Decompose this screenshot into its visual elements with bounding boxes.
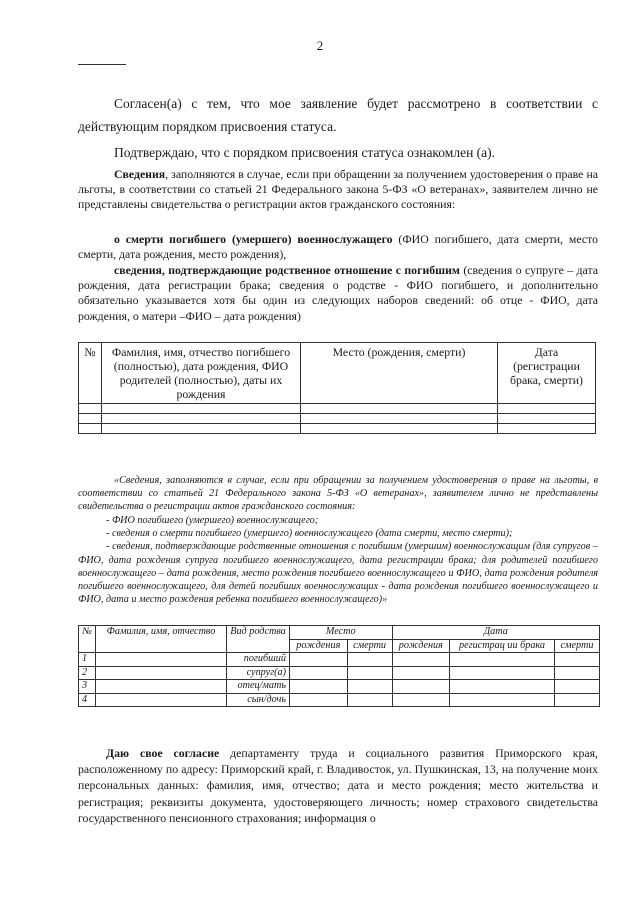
t2-cell[interactable]	[450, 680, 555, 694]
t2-name-cell[interactable]	[96, 666, 227, 680]
t1-cell[interactable]	[79, 414, 102, 424]
relation-info-paragraph	[78, 263, 598, 324]
table-row	[79, 693, 600, 707]
t1-cell[interactable]	[301, 424, 498, 434]
t2-header-name: Фамилия, имя, отчество	[96, 626, 227, 653]
t2-header-birth-place: рождения	[290, 639, 348, 653]
t2-cell[interactable]	[554, 693, 599, 707]
t2-cell[interactable]	[554, 653, 599, 667]
t2-cell[interactable]	[554, 666, 599, 680]
t2-cell[interactable]	[450, 666, 555, 680]
t1-cell[interactable]	[102, 424, 301, 434]
info-lead-bold: Сведения	[114, 167, 166, 181]
t2-cell[interactable]	[290, 653, 348, 667]
note-item: - сведения о смерти погибшего (умершего) военнослужащего (дата смерти, место смерти);	[106, 528, 513, 540]
t2-header-place: Место	[290, 626, 393, 640]
t2-cell[interactable]	[392, 666, 450, 680]
t2-row-num: 2	[79, 666, 96, 680]
page-number: 2	[316, 38, 324, 53]
t2-cell[interactable]	[450, 653, 555, 667]
t2-header-birth-date: рождения	[392, 639, 450, 653]
t1-cell[interactable]	[301, 404, 498, 414]
t2-kind-cell: сын/дочь	[227, 693, 290, 707]
confirmation-paragraph: Подтверждаю, что с порядком присвоения статуса ознакомлен (а).	[114, 145, 496, 160]
t2-row-num: 1	[79, 653, 96, 667]
t1-header-date: Дата (регистрации брака, смерти)	[498, 343, 596, 404]
t2-header-num: №	[79, 626, 96, 653]
consent-text: департаменту труда и социального развития Приморского края, расположенному по адресу: Приморский край, г. Владивосток, ул. Пушкинская, 13, на получение моих персональных данных: фамилия, имя, отчество; дата и место рождения; место жительства и регистрация; реквизиты документа, удостоверяющего личность; номер страхового свидетельства государственного пенсионного страхования; информация о	[78, 746, 598, 825]
t2-row-num: 4	[79, 693, 96, 707]
t1-cell[interactable]	[102, 404, 301, 414]
t2-name-cell[interactable]	[96, 693, 227, 707]
t1-cell[interactable]	[79, 424, 102, 434]
table-row	[79, 424, 596, 434]
t2-name-cell[interactable]	[96, 680, 227, 694]
note-item: - ФИО погибшего (умершего) военнослужащего;	[106, 515, 319, 526]
consent-bold: Даю свое согласие	[106, 746, 220, 760]
t1-cell[interactable]	[301, 414, 498, 424]
table-row	[79, 414, 596, 424]
table-row	[79, 666, 600, 680]
table-row	[79, 680, 600, 694]
table-row	[79, 404, 596, 414]
info-paragraph	[78, 167, 598, 213]
t2-cell[interactable]	[347, 693, 392, 707]
t2-header-date: Дата	[392, 626, 599, 640]
t1-header-place: Место (рождения, смерти)	[301, 343, 498, 404]
relatives-table	[78, 625, 600, 707]
t1-header-name: Фамилия, имя, отчество погибшего (полностью), дата рождения, ФИО родителей (полностью), даты их рождения	[102, 343, 301, 404]
t2-cell[interactable]	[450, 693, 555, 707]
t1-cell[interactable]	[79, 404, 102, 414]
t2-name-cell[interactable]	[96, 653, 227, 667]
deceased-info-table	[78, 342, 596, 434]
t2-kind-cell: погибший	[227, 653, 290, 667]
t2-cell[interactable]	[290, 693, 348, 707]
relation-info-bold: сведения, подтверждающие родственное отношение с погибшим	[114, 263, 460, 277]
t2-cell[interactable]	[290, 680, 348, 694]
t1-cell[interactable]	[498, 424, 596, 434]
death-info-text: (ФИО погибшего, дата смерти, место смерти, дата рождения, место рождения),	[78, 232, 598, 262]
t2-cell[interactable]	[392, 693, 450, 707]
header-divider	[78, 64, 126, 65]
t1-cell[interactable]	[102, 414, 301, 424]
t2-cell[interactable]	[290, 666, 348, 680]
t2-cell[interactable]	[347, 680, 392, 694]
t2-header-death-place: смерти	[347, 639, 392, 653]
agreement-paragraph: Согласен(а) с тем, что мое заявление будет рассмотрено в соответствии с действующим порядком присвоения статуса.	[78, 96, 598, 134]
t1-cell[interactable]	[498, 414, 596, 424]
t2-header-death-date: смерти	[554, 639, 599, 653]
death-info-bold: о смерти погибшего (умершего) военнослужащего	[114, 232, 393, 246]
t2-header-marriage-date: регистрац ии брака	[450, 639, 555, 653]
note-intro: «Сведения, заполняются в случае, если при обращении за получением удостоверения о праве на льготы, в соответствии со статьей 21 Федерального закона 5-ФЗ «О ветеранах», заявителем лично не представлены свидетельства о регистрации актов гражданского состояния:	[78, 475, 598, 513]
death-info-paragraph	[78, 232, 598, 262]
relation-info-text: (сведения о супруге – дата рождения, дата регистрации брака; сведения о родстве - ФИО погибшего, и дополнительно обязательно указывается хотя бы один из следующих наборов сведений: об отце - ФИО, дата рождения, о матери –ФИО – дата рождения)	[78, 263, 599, 323]
info-lead-text: , заполняются в случае, если при обращении за получением удостоверения о праве на льготы, в соответствии со статьей 21 Федерального закона 5-ФЗ «О ветеранах», заявителем лично не представлены свидетельства о регистрации актов гражданского состояния:	[78, 167, 598, 212]
t2-cell[interactable]	[392, 653, 450, 667]
t2-cell[interactable]	[554, 680, 599, 694]
t2-cell[interactable]	[392, 680, 450, 694]
t2-kind-cell: отец/мать	[227, 680, 290, 694]
t2-header-kind: Вид родства	[227, 626, 290, 653]
t2-kind-cell: супруг(а)	[227, 666, 290, 680]
t2-cell[interactable]	[347, 653, 392, 667]
t2-row-num: 3	[79, 680, 96, 694]
note-item: - сведения, подтверждающие родственные отношения с погибшим (умершим) военнослужащим (для супругов – ФИО, дата рождения супруга погибшего военнослужащего, дата регистрации брака; для родителей погибшего военнослужащего – дата рождения, место рождения погибшего военнослужащего и ФИО, дата рождения родителя погибшего военнослужащего, для детей погибших военнослужащих - дата рождения погибшего военнослужащего и ФИО, дата и место рождения ребенка погибшего военнослужащего)»	[78, 541, 598, 606]
t1-cell[interactable]	[498, 404, 596, 414]
note-list	[78, 514, 598, 606]
t2-cell[interactable]	[347, 666, 392, 680]
t1-header-num: №	[79, 343, 102, 404]
table-row	[79, 653, 600, 667]
consent-paragraph	[78, 745, 598, 826]
